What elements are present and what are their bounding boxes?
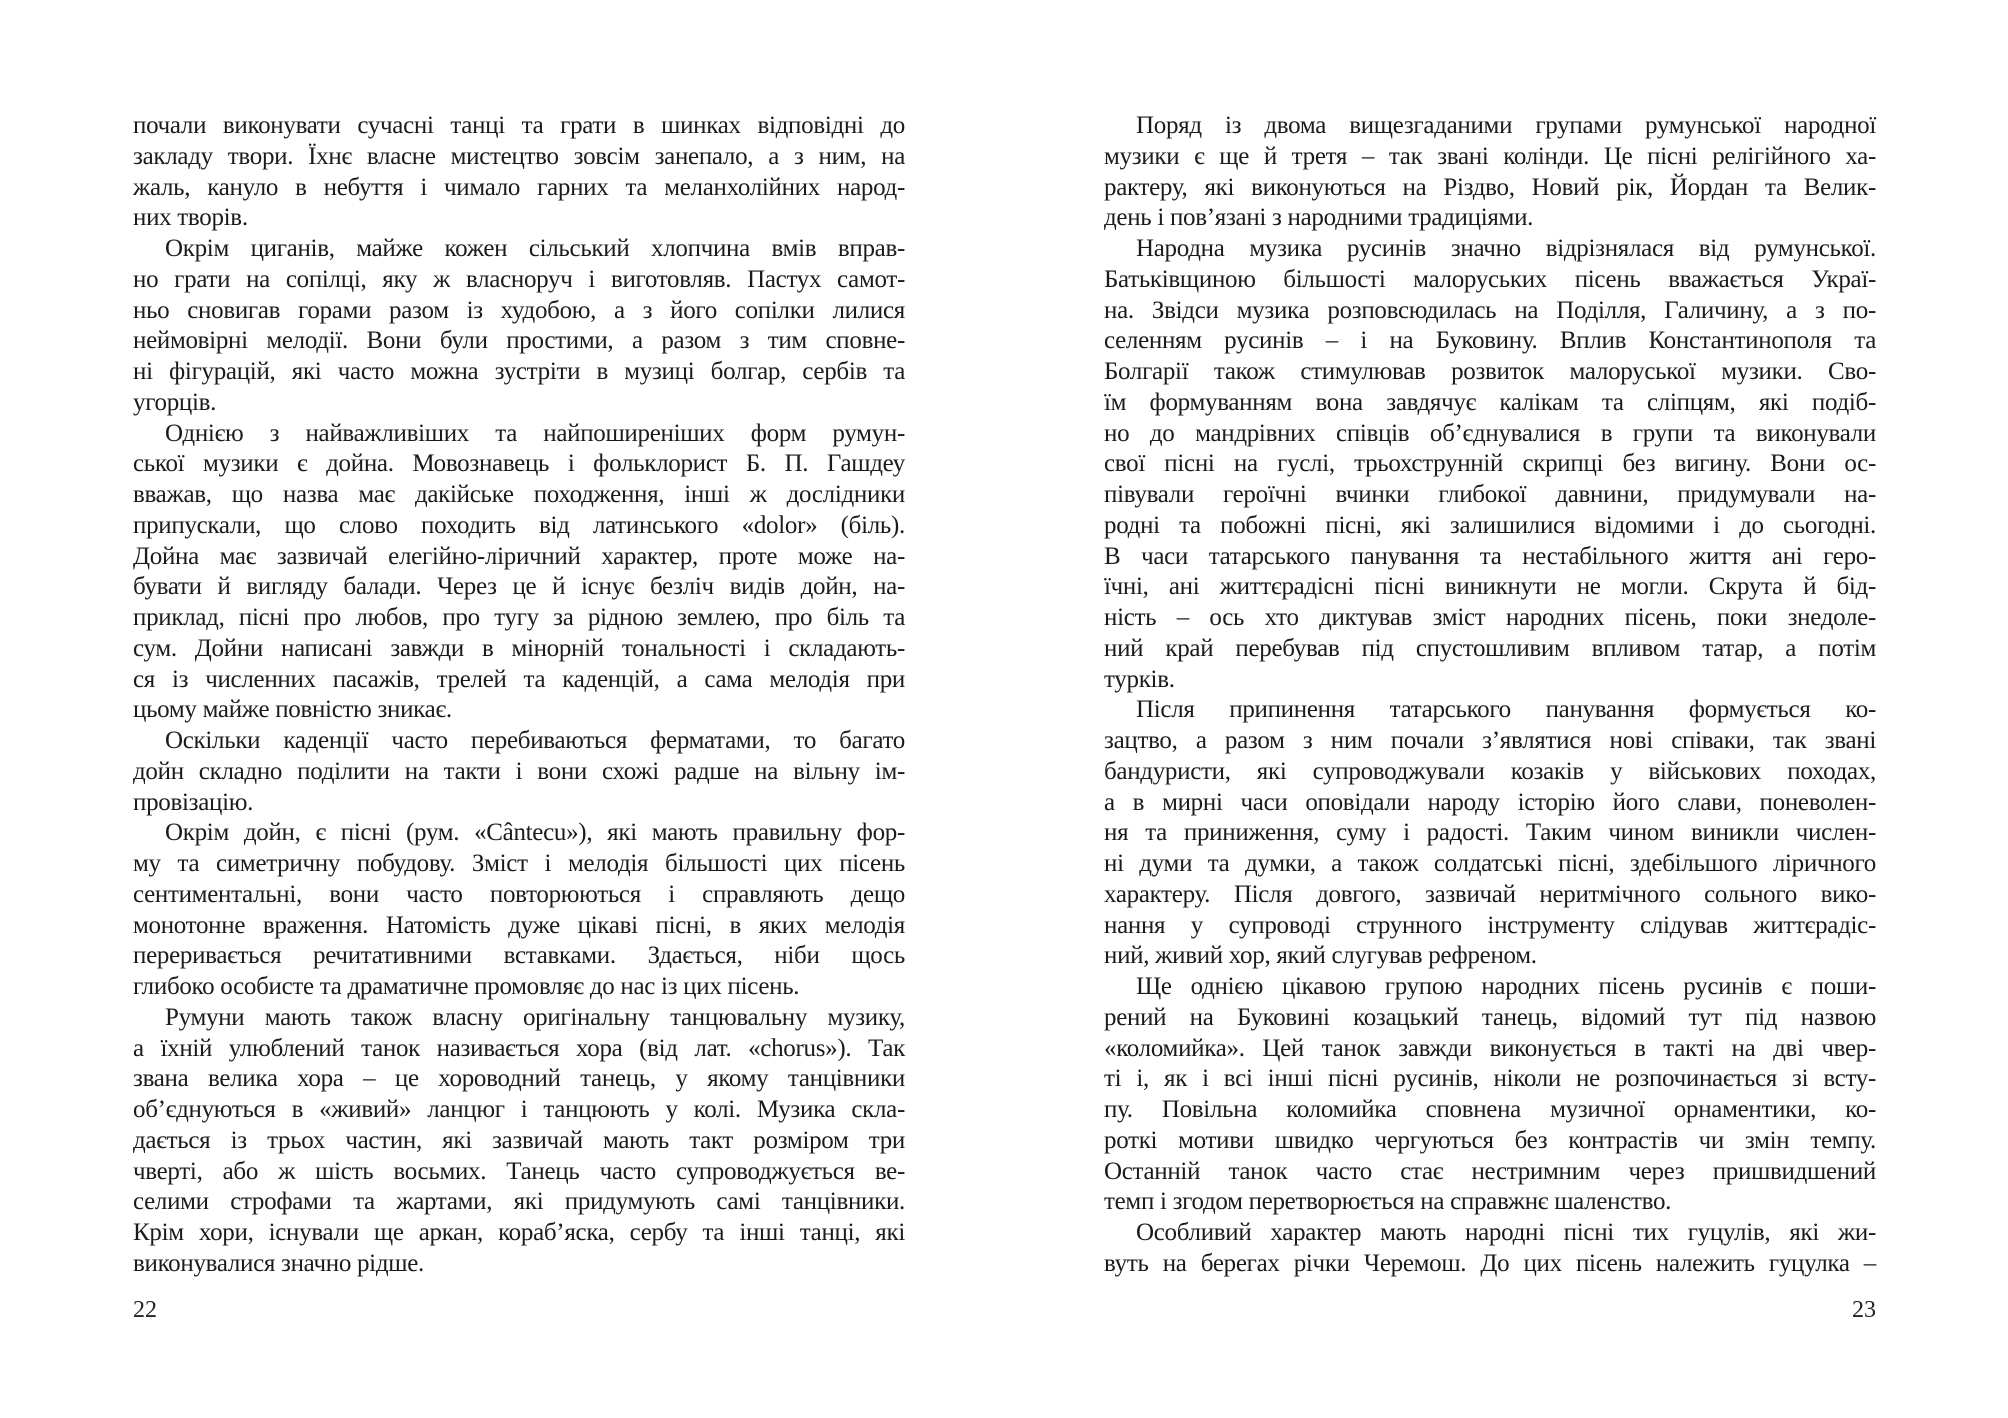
text-line: переривається речитативними вставками. Здається, ніби щось xyxy=(133,942,905,970)
text-line: Останній танок часто стає нестримним через пришвидшений xyxy=(1104,1157,1876,1185)
text-line: почали виконувати сучасні танці та грати в шинках відповідні до xyxy=(133,112,905,139)
text-line: В часи татарського панування та нестабільного життя ані геро- xyxy=(1104,542,1876,570)
text-line: турків. xyxy=(1104,665,1175,693)
paragraph xyxy=(1104,111,1876,234)
text-line: глибоко особисте та драматичне промовляє до нас із цих пісень. xyxy=(133,973,800,1000)
text-line: Батьківщиною більшості малоруських пісень вважається Украї- xyxy=(1104,265,1876,293)
text-line: звана велика хора – це хороводний танець, у якому танцівники xyxy=(133,1065,905,1093)
text-line: виконувалися значно рідше. xyxy=(133,1249,424,1277)
text-line: їчні, ані життєрадісні пісні виникнути не могли. Скрута й бід- xyxy=(1104,573,1876,601)
text-line: дається із трьох частин, які зазвичай мають такт розміром три xyxy=(133,1126,905,1154)
text-line: закладу твори. Їхнє власне мистецтво зовсім занепало, а з ним, на xyxy=(133,142,905,170)
text-line: Поряд із двома вищезгаданими групами румунської народної xyxy=(1136,112,1876,139)
text-line: сентиментальні, вони часто повторюються і справляють дещо xyxy=(133,880,905,908)
text-line: а в мирні часи оповідали народу історію його слави, поневолен- xyxy=(1104,788,1876,816)
text-line: ність – ось хто диктував зміст народних пісень, поки знедоле- xyxy=(1104,604,1876,631)
text-line: провізацію. xyxy=(133,788,254,816)
text-line: Дойна має зазвичай елегійно-ліричний характер, проте може на- xyxy=(133,542,905,570)
text-line: «коломийка». Цей танок завжди виконується в такті на дві чвер- xyxy=(1104,1034,1876,1062)
text-line: темп і згодом перетворюється на справжнє шаленство. xyxy=(1104,1188,1672,1216)
page-left-text-block xyxy=(133,111,905,1280)
text-line: цьому майже повністю зникає. xyxy=(133,696,452,724)
text-line: бандуристи, які супроводжували козаків у військових походах, xyxy=(1104,757,1876,785)
page-number-right: 23 xyxy=(1852,1297,1876,1323)
text-line: день і пов’язані з народними традиціями. xyxy=(1104,204,1534,232)
text-line: вуть на берегах річки Черемош. До цих пісень належить гуцулка – xyxy=(1104,1249,1876,1277)
text-line: угорців. xyxy=(133,388,217,416)
text-line: рактеру, які виконуються на Різдво, Новий рік, Йордан та Велик- xyxy=(1104,173,1876,201)
text-line: бувати й вигляду балади. Через це й існує безліч видів дойн, на- xyxy=(133,573,905,601)
text-line: а їхній улюблений танок називається хора (від лат. «chorus»). Так xyxy=(133,1034,905,1062)
paragraph xyxy=(133,419,905,727)
text-line: му та симетричну побудову. Зміст і мелодія більшості цих пісень xyxy=(133,850,905,877)
paragraph xyxy=(133,818,905,1003)
text-line: характеру. Після довгого, зазвичай неритмічного сольного вико- xyxy=(1104,880,1876,908)
paragraph xyxy=(1104,1218,1876,1280)
text-line: Особливий характер мають народні пісні тих гуцулів, які жи- xyxy=(1136,1219,1876,1246)
text-line: ті і, як і всі інші пісні русинів, ніколи не розпочинається зі всту- xyxy=(1104,1065,1876,1093)
text-line: Окрім дойн, є пісні (рум. «Cântecu»), які мають правильну фор- xyxy=(165,819,905,847)
text-line: ний, живий хор, який слугував рефреном. xyxy=(1104,942,1537,970)
text-line: припускали, що слово походить від латинського «dolor» (біль). xyxy=(133,511,905,539)
text-line: селенням русинів – і на Буковину. Вплив Константинополя та xyxy=(1104,327,1876,355)
page-number-left: 22 xyxy=(133,1297,157,1323)
text-line: зацтво, а разом з ним почали з’являтися нові співаки, так звані xyxy=(1104,727,1876,754)
text-line: півували героїчні вчинки глибокої давнини, придумували на- xyxy=(1104,481,1876,508)
text-line: ся із численних пасажів, трелей та каденцій, а сама мелодія при xyxy=(133,665,905,693)
text-line: роткі мотиви швидко чергуються без контрастів чи змін темпу. xyxy=(1104,1126,1876,1154)
text-line: Оскільки каденції часто перебиваються ферматами, то багато xyxy=(165,727,905,754)
paragraph xyxy=(133,726,905,818)
paragraph xyxy=(1104,695,1876,972)
text-line: но грати на сопілці, яку ж власноруч і виготовляв. Пастух самот- xyxy=(133,265,905,293)
text-line: ні фігурацій, які часто можна зустріти в музиці болгар, сербів та xyxy=(133,358,905,385)
text-line: Однією з найважливіших та найпоширеніших форм румун- xyxy=(165,419,905,447)
text-line: селими строфами та жартами, які придумують самі танцівники. xyxy=(133,1188,905,1216)
text-line: но до мандрівних співців об’єднувалися в групи та виконували xyxy=(1104,419,1876,447)
text-line: приклад, пісні про любов, про тугу за рідною землею, про біль та xyxy=(133,604,905,631)
text-line: пу. Повільна коломийка сповнена музичної орнаментики, ко- xyxy=(1104,1096,1876,1123)
text-line: свої пісні на гуслі, трьохструнній скрипці без вигину. Вони ос- xyxy=(1104,450,1876,478)
text-line: музики є ще й третя – так звані колінди. Це пісні релігійного ха- xyxy=(1104,142,1876,170)
text-line: дойн складно поділити на такти і вони схожі радше на вільну ім- xyxy=(133,757,905,785)
text-line: Румуни мають також власну оригінальну танцювальну музику, xyxy=(165,1003,905,1031)
text-line: їм формуванням вона завдячує калікам та сліпцям, які подіб- xyxy=(1104,388,1876,416)
text-line: жаль, кануло в небуття і чимало гарних та меланхолійних народ- xyxy=(133,173,905,201)
text-line: ньо сновигав горами разом із худобою, а з його сопілки лилися xyxy=(133,296,905,324)
text-line: ня та приниження, суму і радості. Таким чином виникли числен- xyxy=(1104,819,1876,847)
text-line: Народна музика русинів значно відрізнялася від румунської. xyxy=(1136,235,1876,262)
paragraph xyxy=(1104,234,1876,695)
text-line: монотонне враження. Натомість дуже цікаві пісні, в яких мелодія xyxy=(133,911,905,939)
text-line: рений на Буковині козацький танець, відомий тут під назвою xyxy=(1104,1003,1876,1031)
text-line: об’єднуються в «живий» ланцюг і танцюють у колі. Музика скла- xyxy=(133,1096,905,1123)
paragraph xyxy=(133,234,905,419)
text-line: них творів. xyxy=(133,204,248,232)
text-line: чверті, або ж шість восьмих. Танець часто супроводжується ве- xyxy=(133,1157,905,1185)
paragraph xyxy=(1104,972,1876,1218)
text-line: сум. Дойни написані завжди в мінорній тональності і складають- xyxy=(133,634,905,662)
text-line: Крім хори, існували ще аркан, кораб’яска, сербу та інші танці, які xyxy=(133,1219,905,1246)
text-line: нання у супроводі струнного інструменту слідував життєрадіс- xyxy=(1104,911,1876,939)
text-line: Після припинення татарського панування формується ко- xyxy=(1136,696,1876,724)
text-line: Ще однією цікавою групою народних пісень русинів є поши- xyxy=(1136,973,1876,1000)
paragraph xyxy=(133,111,905,234)
text-line: вважав, що назва має дакійське походження, інші ж дослідники xyxy=(133,481,905,508)
text-line: Болгарії також стимулював розвиток малоруської музики. Сво- xyxy=(1104,358,1876,385)
text-line: на. Звідси музика розповсюдилась на Поділля, Галичину, а з по- xyxy=(1104,296,1876,324)
text-line: родні та побожні пісні, які залишилися відомими і до сьогодні. xyxy=(1104,511,1876,539)
text-line: неймовірні мелодії. Вони були простими, а разом з тим сповне- xyxy=(133,327,905,355)
page-right-text-block xyxy=(1104,111,1876,1280)
paragraph xyxy=(133,1003,905,1280)
text-line: ні думи та думки, а також солдатські пісні, здебільшого ліричного xyxy=(1104,850,1876,877)
text-line: Окрім циганів, майже кожен сільський хлопчина вмів вправ- xyxy=(165,235,905,262)
text-line: ської музики є дойна. Мовознавець і фольклорист Б. П. Гашдеу xyxy=(133,450,905,478)
text-line: ний край перебував під спустошливим впливом татар, а потім xyxy=(1104,634,1876,662)
